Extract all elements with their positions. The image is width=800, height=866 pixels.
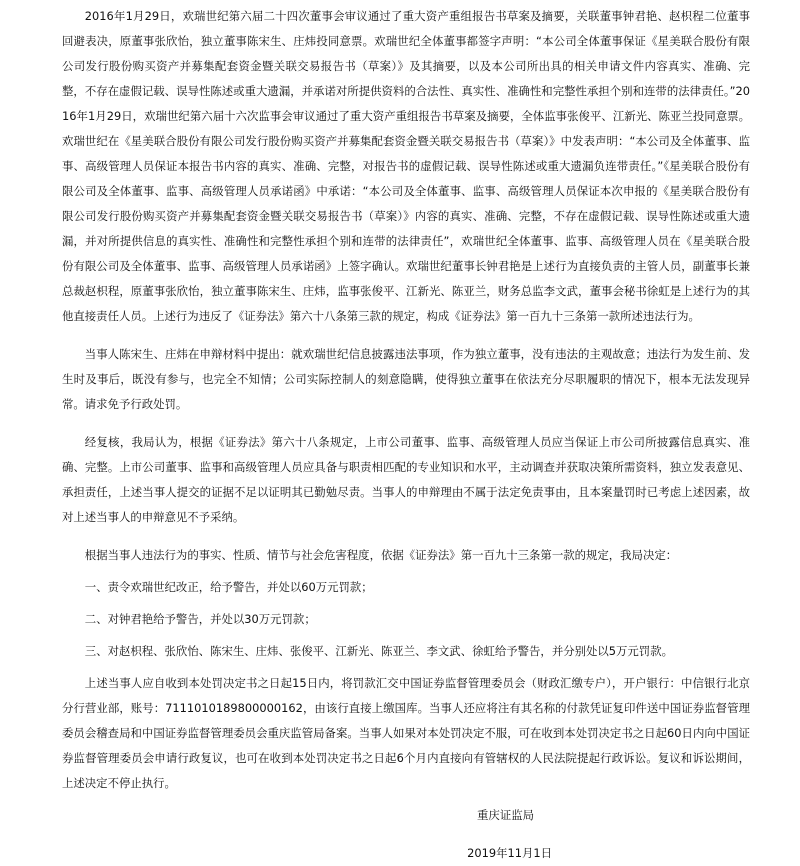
paragraph-defense: 当事人陈宋生、庄炜在申辩材料中提出：就欢瑞世纪信息披露违法事项，作为独立董事，没有违法的主观故意；违法行为发生前、发生时及事后，既没有参与，也完全不知情；公司实际控制人的刻意隐瞒，使得独立董事在依法充分尽职履职的情况下，根本无法发现异常。请求免予行政处罚。: [62, 347, 750, 411]
paragraph-payment-instructions: 上述当事人应自收到本处罚决定书之日起15日内，将罚款汇交中国证券监督管理委员会（财政汇缴专户），开户银行：中信银行北京分行营业部，账号：7111010189800000162，由该行直接上缴国库。当事人还应将注有其名称的付款凭证复印件送中国证券监督管理委员会稽查局和中国证券监督管理委员会重庆监管局备案。当事人如果对本处罚决定不服，可在收到本处罚决定书之日起60日内向中国证券监督管理委员会申请行政复议，也可在收到本处罚决定书之日起6个月内直接向有管辖权的人民法院提起行政诉讼。复议和诉讼期间，上述决定不停止执行。: [62, 676, 750, 790]
issuer-signature: 重庆证监局: [477, 808, 534, 822]
decision-item-2: 二、对钟君艳给予警告，并处以30万元罚款；: [84, 612, 316, 626]
paragraph-review: 经复核，我局认为，根据《证券法》第六十八条规定，上市公司董事、监事、高级管理人员应当保证上市公司所披露信息真实、准确、完整。上市公司董事、监事和高级管理人员应具备与职责相匹配的专业知识和水平，主动调查并获取决策所需资料，独立发表意见、承担责任，上述当事人提交的证据不足以证明其已勤勉尽责。当事人的申辩理由不属于法定免责事由，且本案量罚时已考虑上述因素，故对上述当事人的申辩意见不予采纳。: [62, 435, 750, 524]
issue-date: 2019年11月1日: [467, 846, 552, 860]
decision-item-3: 三、对赵枳程、张欣怡、陈宋生、庄炜、张俊平、江新光、陈亚兰、李文武、徐虹给予警告，并分别处以5万元罚款。: [84, 644, 673, 658]
decision-item-1: 一、责令欢瑞世纪改正，给予警告，并处以60万元罚款；: [84, 580, 373, 594]
paragraph-decision-basis: 根据当事人违法行为的事实、性质、情节与社会危害程度，依据《证券法》第一百九十三条第一款的规定，我局决定：: [84, 548, 678, 562]
paragraph-facts: 2016年1月29日，欢瑞世纪第六届二十四次董事会审议通过了重大资产重组报告书草案及摘要，关联董事钟君艳、赵枳程二位董事回避表决，原董事张欣怡，独立董事陈宋生、庄炜投同意票。欢瑞世纪全体董事都签字声明：“本公司全体董事保证《星美联合股份有限公司发行股份购买资产并募集配套资金暨关联交易报告书（草案）》及其摘要，以及本公司所出具的相关申请文件内容真实、准确、完整，不存在虚假记载、误导性陈述或重大遗漏，并承诺对所提供资料的合法性、真实性、准确性和完整性承担个别和连带的法律责任。”2016年1月29日，欢瑞世纪第六届十六次监事会审议通过了重大资产重组报告书草案及摘要，全体监事张俊平、江新光、陈亚兰投同意票。欢瑞世纪在《星美联合股份有限公司发行股份购买资产并募集配套资金暨关联交易报告书（草案）》中发表声明：“本公司及全体董事、监事、高级管理人员保证本报告书内容的真实、准确、完整，对报告书的虚假记载、误导性陈述或重大遗漏负连带责任。”《星美联合股份有限公司及全体董事、监事、高级管理人员承诺函》中承诺：“本公司及全体董事、监事、高级管理人员保证本次申报的《星美联合股份有限公司发行股份购买资产并募集配套资金暨关联交易报告书（草案）》内容的真实、准确、完整，不存在虚假记载、误导性陈述或重大遗漏，并对所提供信息的真实性、准确性和完整性承担个别和连带的法律责任”，欢瑞世纪全体董事、监事、高级管理人员在《星美联合股份有限公司及全体董事、监事、高级管理人员承诺函》上签字确认。欢瑞世纪董事长钟君艳是上述行为直接负责的主管人员，副董事长兼总裁赵枳程，原董事张欣怡，独立董事陈宋生、庄炜，监事张俊平、江新光、陈亚兰，财务总监李文武，董事会秘书徐虹是上述行为的其他直接责任人员。上述行为违反了《证券法》第六十八条第三款的规定，构成《证券法》第一百九十三条第一款所述违法行为。: [62, 9, 750, 323]
